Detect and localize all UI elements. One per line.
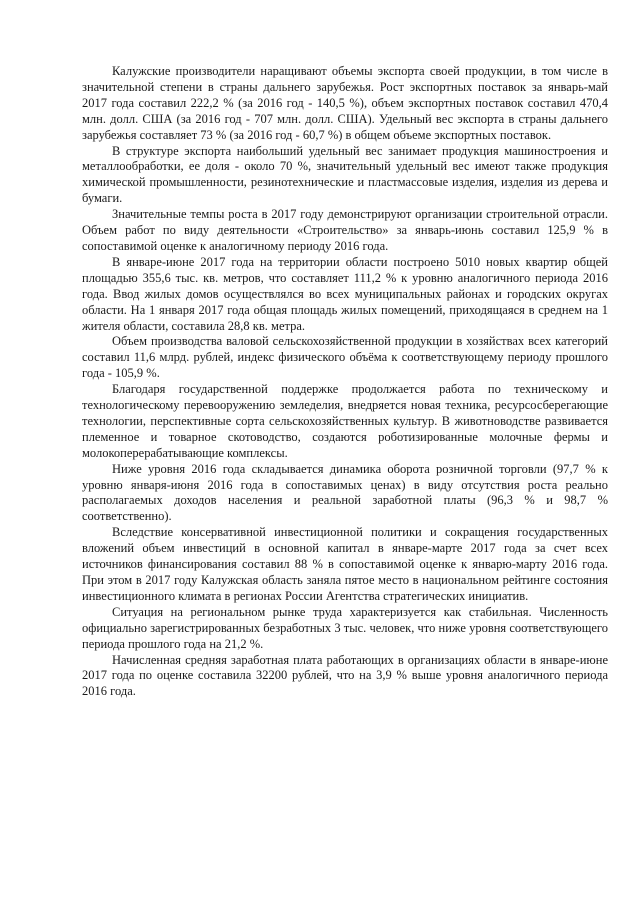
paragraph-export-structure: В структуре экспорта наибольший удельный вес занимает продукция машиностроения и металлообработки, ее доля - около 70 %, значительный удельный вес имеют также продукция химической промышленности, резинотехнические и пластмассовые изделия, изделия из дерева и бумаги.	[82, 143, 608, 206]
paragraph-housing: В январе-июне 2017 года на территории области построено 5010 новых квартир общей площадью 355,6 тыс. кв. метров, что составляет 111,2 % к уровню аналогичного периода 2016 года. Ввод жилых домов осуществлялся во всех муниципальных районах и городских округах области. На 1 января 2017 года общая площадь жилых помещений, приходящаяся в среднем на 1 жителя области, составила 28,8 кв. метра.	[82, 254, 608, 333]
paragraph-retail-trade: Ниже уровня 2016 года складывается динамика оборота розничной торговли (97,7 % к уровню января-июня 2016 года в сопоставимых ценах) в виду отсутствия роста реально располагаемых доходов населения и реальной заработной платы (96,3 % и 98,7 % соответственно).	[82, 461, 608, 524]
paragraph-labor-market: Ситуация на региональном рынке труда характеризуется как стабильная. Численность официально зарегистрированных безработных 3 тыс. человек, что ниже уровня соответствующего периода прошлого года на 21,2 %.	[82, 604, 608, 651]
paragraph-construction: Значительные темпы роста в 2017 году демонстрируют организации строительной отрасли. Объем работ по виду деятельности «Строительство» за январь-июнь составил 125,9 % в сопоставимой оценке к аналогичному периоду 2016 года.	[82, 207, 608, 253]
paragraph-agriculture-output: Объем производства валовой сельскохозяйственной продукции в хозяйствах всех категорий составил 11,6 млрд. рублей, индекс физического объёма к соответствующему периоду прошлого года - 105,9 %.	[82, 334, 608, 381]
paragraph-wages: Начисленная средняя заработная плата работающих в организациях области в январе-июне 2017 года по оценке составила 32200 рублей, что на 3,9 % выше уровня аналогичного периода 2016 года.	[82, 652, 608, 699]
paragraph-export-volume: Калужские производители наращивают объемы экспорта своей продукции, в том числе в значительной степени в страны дальнего зарубежья. Рост экспортных поставок за январь-май 2017 года составил 222,2 % (за 2016 год - 140,5 %), объем экспортных поставок составил 470,4 млн. долл. США (за 2016 год - 707 млн. долл. США). Удельный вес экспорта в страны дальнего зарубежья составляет 73 % (за 2016 год - 60,7 %) в общем объеме экспортных поставок.	[82, 64, 608, 142]
paragraph-investment: Вследствие консервативной инвестиционной политики и сокращения государственных вложений объем инвестиций в основной капитал в январе-марте 2017 года за счет всех источников финансирования составил 88 % в сопоставимой оценке к январю-марту 2016 года. При этом в 2017 году Калужская область заняла пятое место в национальном рейтинге состояния инвестиционного климата в регионах России Агентства стратегических инициатив.	[82, 525, 608, 603]
document-body	[82, 64, 608, 700]
paragraph-agriculture-support: Благодаря государственной поддержке продолжается работа по техническому и технологическому перевооружению земледелия, внедряется новая техника, ресурсосберегающие технологии, перспективные сорта сельскохозяйственных культур. В животноводстве развивается племенное и товарное скотоводство, создаются роботизированные молочные фермы и молокоперерабатывающие комплексы.	[82, 382, 608, 460]
